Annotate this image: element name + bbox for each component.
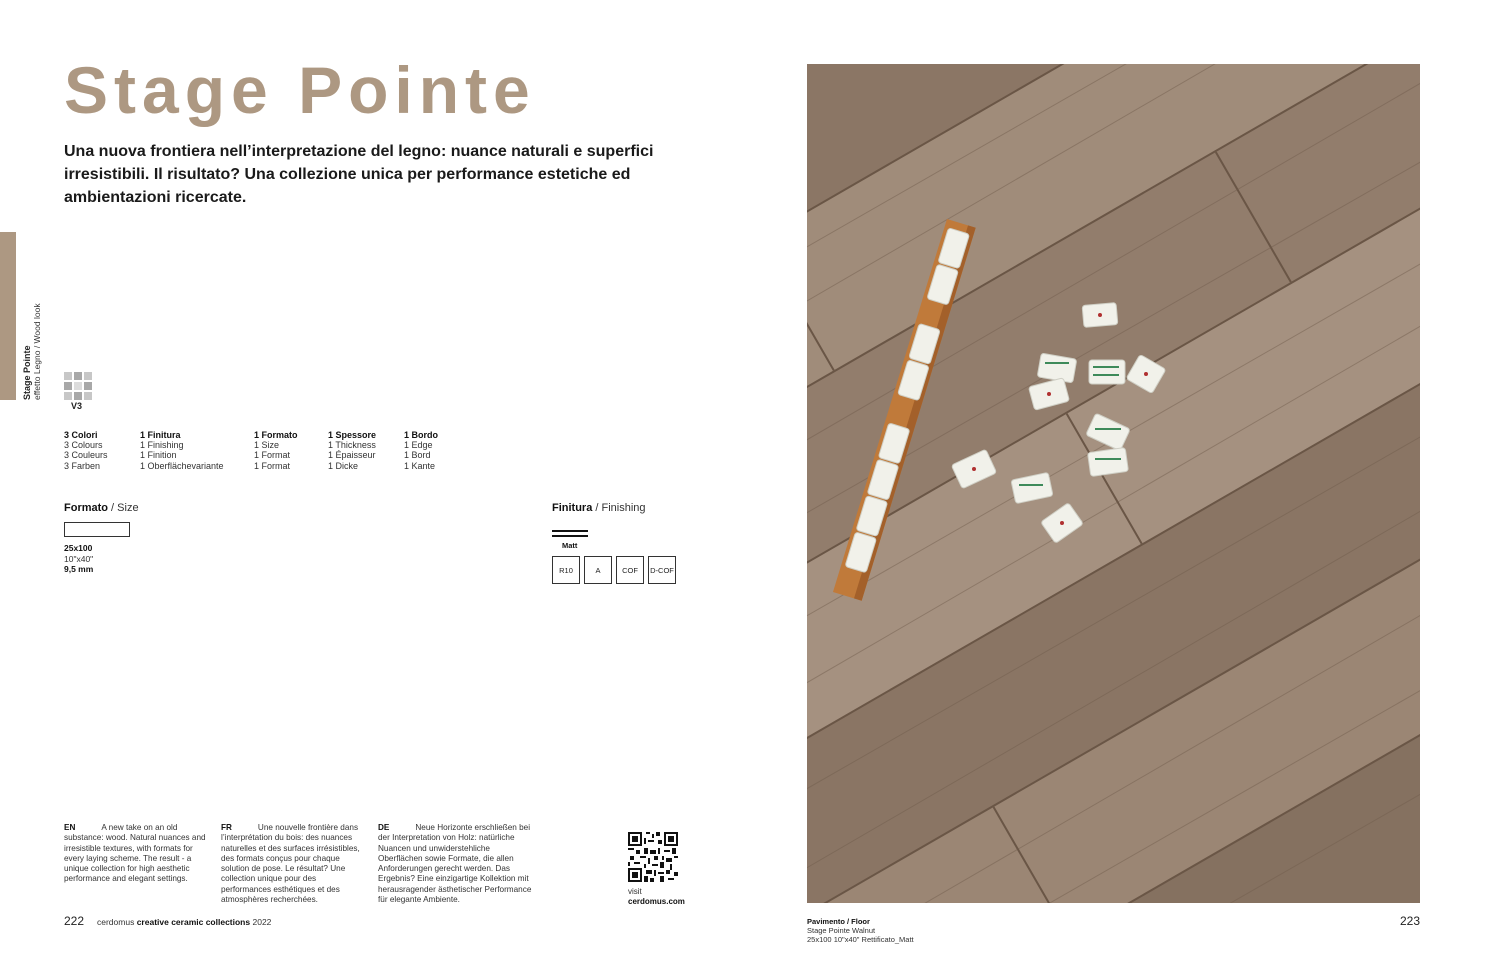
lead-paragraph: Una nuova frontiera nell’interpretazione del legno: nuance naturali e superfici irresistibili. Il risultato? Una collezione unica per performance estetiche ed ambientazioni ricercate.	[64, 143, 654, 206]
page-number-right: 223	[1400, 914, 1421, 928]
finitura-heading: Finitura / Finishing	[552, 502, 646, 514]
page-number-left: 222	[64, 914, 85, 928]
badge-cof: COF	[616, 556, 644, 584]
spec-finishing: 1 Finitura 1 Finishing 1 Finition 1 Oberflächevariante	[140, 430, 224, 471]
visit-link[interactable]: visit cerdomus.com	[628, 887, 685, 906]
variation-label: V3	[71, 401, 83, 411]
badge-dcof: D-COF	[648, 556, 676, 584]
description-fr: FR Une nouvelle frontière dans l’interprétation du bois: des nuances naturelles et des surfaces irrésistibles, des formats conçus pour chaque solution de pose. Le résultat? Une collection unique pour des performances esthétiques et des atmosphères recherchées.	[221, 823, 360, 905]
sidebar-color-bar	[0, 232, 16, 400]
finish-label: Matt	[562, 541, 578, 550]
matt-finish-icon-line	[552, 535, 588, 537]
badge-r10: R10	[552, 556, 580, 584]
description-de: DE Neue Horizonte erschließen bei der Interpretation von Holz: natürliche Nuancen und unwiderstehliche Oberflächen sowie Formate, die allen Anforderungen gerecht werden. Das Ergebnis? Eine einzigartige Kollektion mit herausragender ästhetischer Performance für elegante Ambiente.	[378, 823, 532, 905]
size-values: 25x100 10"x40" 9,5 mm	[64, 543, 94, 574]
description-en: EN A new take on an old substance: wood. Natural nuances and irresistible textures, with formats for every laying scheme. The result - a unique collection for high aesthetic performance and elegant settings.	[64, 823, 206, 884]
spec-colours: 3 Colori 3 Colours 3 Couleurs 3 Farben	[64, 430, 108, 471]
spec-edge: 1 Bordo 1 Edge 1 Bord 1 Kante	[404, 430, 439, 471]
sidebar-label	[22, 303, 42, 400]
formato-heading: Formato / Size	[64, 502, 139, 514]
size-format-rectangle	[64, 522, 130, 537]
sidebar-subtitle: effetto Legno / Wood look	[32, 303, 42, 400]
footer-brand: cerdomus creative ceramic collections 2022	[97, 917, 272, 927]
page-title: Stage Pointe	[64, 53, 536, 127]
photo-caption: Pavimento / Floor Stage Pointe Walnut 25x100 10"x40" Rettificato_Matt	[807, 917, 914, 944]
sidebar-collection-name: Stage Pointe	[22, 345, 32, 400]
spec-size: 1 Formato 1 Size 1 Format 1 Format	[254, 430, 298, 471]
matt-finish-icon	[552, 530, 588, 532]
badge-a: A	[584, 556, 612, 584]
spec-thickness: 1 Spessore 1 Thickness 1 Épaisseur 1 Dicke	[328, 430, 377, 471]
variation-swatch-icon	[64, 372, 92, 400]
qr-code-icon[interactable]	[628, 832, 678, 882]
product-photo	[807, 64, 1420, 903]
